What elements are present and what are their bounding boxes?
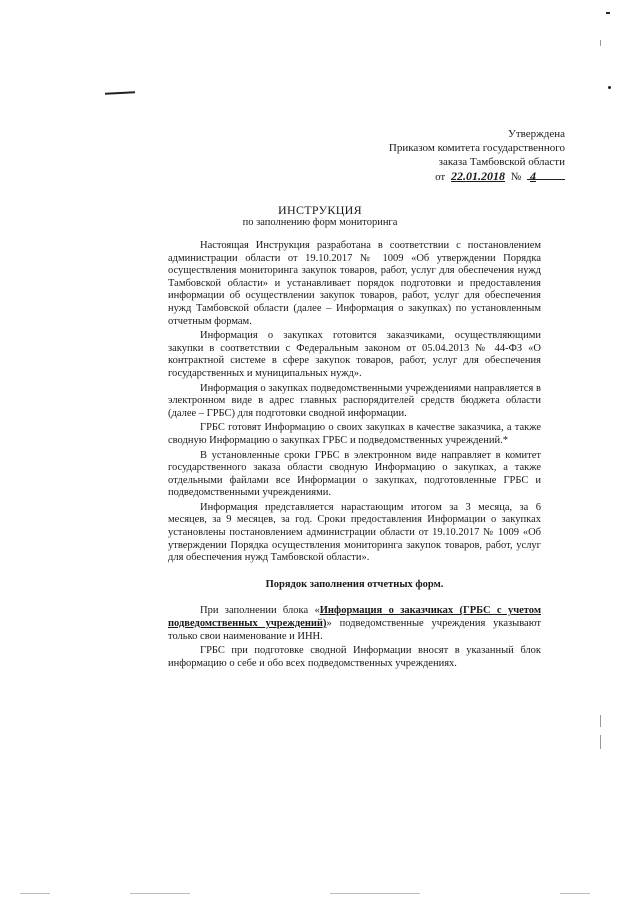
section-title: Порядок заполнения отчетных форм. [265, 578, 444, 590]
order-number-prefix: № [510, 171, 522, 183]
scan-edge-line [600, 715, 601, 727]
scan-edge-line [130, 893, 190, 894]
approval-line: Приказом комитета государственного [388, 142, 565, 154]
body-paragraph: ГРБС при подготовке сводной Информации вносят в указанный блок информацию о себе и обо всех подведомственных учреждениях. [168, 645, 541, 669]
body-paragraph: В установленные сроки ГРБС в электронном виде направляет в комитет государственного заказа области сводную Информацию о закупках, а также отдельными файлами все Информации о закупках, подготовленные ГРБС и подведомственными учреждениями. [168, 449, 541, 499]
document-title: ИНСТРУКЦИЯ [278, 203, 362, 217]
scan-edge-line [330, 893, 420, 894]
block-name-highlight: Информация о заказчиках (ГРБС с учетом подведомственных учреждений) [168, 605, 541, 630]
order-number-field [527, 169, 565, 183]
order-reference [305, 169, 565, 184]
scan-edge-line [560, 893, 590, 894]
body-paragraph: ГРБС готовят Информацию о своих закупках в качестве заказчика, а также сводную Информацию о закупках ГРБС и подведомственных учреждений.* [168, 422, 541, 446]
document-subtitle: по заполнению форм мониторинга [242, 217, 398, 228]
order-number: 4 [530, 169, 536, 183]
scan-mark [606, 12, 610, 14]
body-paragraph: Информация о закупках подведомственными учреждениями направляется в электронном виде в адрес главных распорядителей средств бюджета области (далее – ГРБС) для подготовки сводной информации. [168, 382, 541, 419]
scan-edge-line [600, 735, 601, 749]
document-body [168, 240, 541, 672]
scan-edge-line [20, 893, 50, 894]
body-paragraph: Настоящая Инструкция разработана в соответствии с постановлением администрации области от 19.10.2017 № 1009 «Об утверждении Порядка осуществления мониторинга закупок товаров, работ, услуг для обеспечения нужд Тамбовской области» и устанавливает порядок подготовки и предоставления информации об осуществлении закупок товаров, работ, услуг для обеспечения нужд Тамбовской области (далее – Информация о закупках) по установленным отчетным формам. [168, 240, 541, 327]
approval-block [305, 127, 565, 184]
scan-edge-line [600, 40, 601, 46]
body-paragraph: Информация о закупках готовится заказчиками, осуществляющими закупки в соответствии с Федеральным законом от 05.04.2013 № 44-ФЗ «О контрактной системе в сфере закупок товаров, работ, услуг для обеспечения государственных и муниципальных нужд». [168, 330, 541, 379]
body-paragraph [168, 605, 541, 643]
order-date-prefix: от [435, 171, 446, 183]
approval-line: заказа Тамбовской области [438, 156, 565, 168]
paragraph-text: » подведомственные учреждения указывают только свои наименование и ИНН. [168, 618, 541, 642]
paragraph-text: При заполнении блока « [200, 605, 320, 617]
order-date: 22.01.2018 [451, 169, 505, 183]
scan-mark [105, 91, 135, 95]
scan-mark [608, 86, 611, 89]
body-paragraph: Информация представляется нарастающим итогом за 3 месяца, за 6 месяцев, за 9 месяцев, за год. Сроки предоставления Информации о закупках установлены постановлением администрации области от 19.10.2017 № 1009 «Об утверждении Порядка осуществления мониторинга закупок товаров, работ, услуг для обеспечения нужд Тамбовской области». [168, 501, 541, 564]
approval-line: Утверждена [508, 128, 565, 140]
